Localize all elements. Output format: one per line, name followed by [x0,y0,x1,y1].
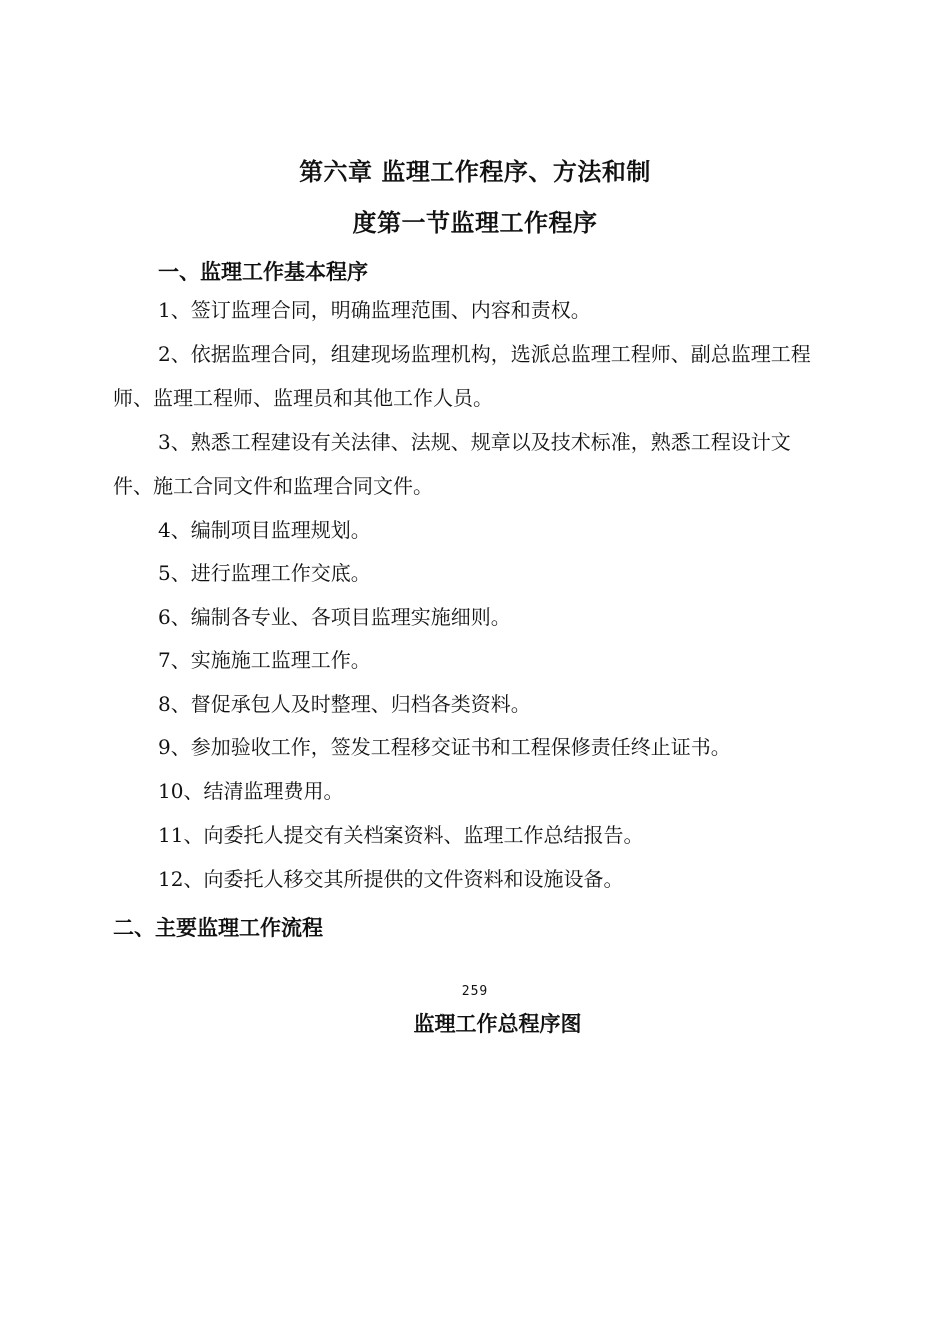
list-item: 10、结清监理费用。 [158,779,344,803]
figure-title: 监理工作总程序图 [413,1012,582,1036]
list-item: 1、签订监理合同，明确监理范围、内容和责权。 [158,298,591,322]
list-item: 2、依据监理合同，组建现场监理机构，选派总监理工程师、副总监理工程师、监理工程师、监理员和其他工作人员。 [113,342,811,410]
list-item: 11、向委托人提交有关档案资料、监理工作总结报告。 [158,823,644,847]
section-1-heading: 一、监理工作基本程序 [158,260,368,284]
chapter-title-line-2: 度第一节监理工作程序 [352,209,598,237]
list-item: 9、参加验收工作，签发工程移交证书和工程保修责任终止证书。 [158,735,731,759]
list-item: 6、编制各专业、各项目监理实施细则。 [158,605,511,629]
list-item: 4、编制项目监理规划。 [158,518,371,542]
list-item: 5、进行监理工作交底。 [158,561,371,585]
chapter-title-line-1: 第六章 监理工作程序、方法和制 [299,158,651,186]
list-item: 12、向委托人移交其所提供的文件资料和设施设备。 [158,867,624,891]
list-item: 3、熟悉工程建设有关法律、法规、规章以及技术标准，熟悉工程设计文件、施工合同文件和监理合同文件。 [113,430,791,498]
page-number: 259 [461,984,489,999]
section-2-heading: 二、主要监理工作流程 [113,916,323,940]
list-item: 8、督促承包人及时整理、归档各类资料。 [158,692,531,716]
list-item: 7、实施施工监理工作。 [158,648,371,672]
